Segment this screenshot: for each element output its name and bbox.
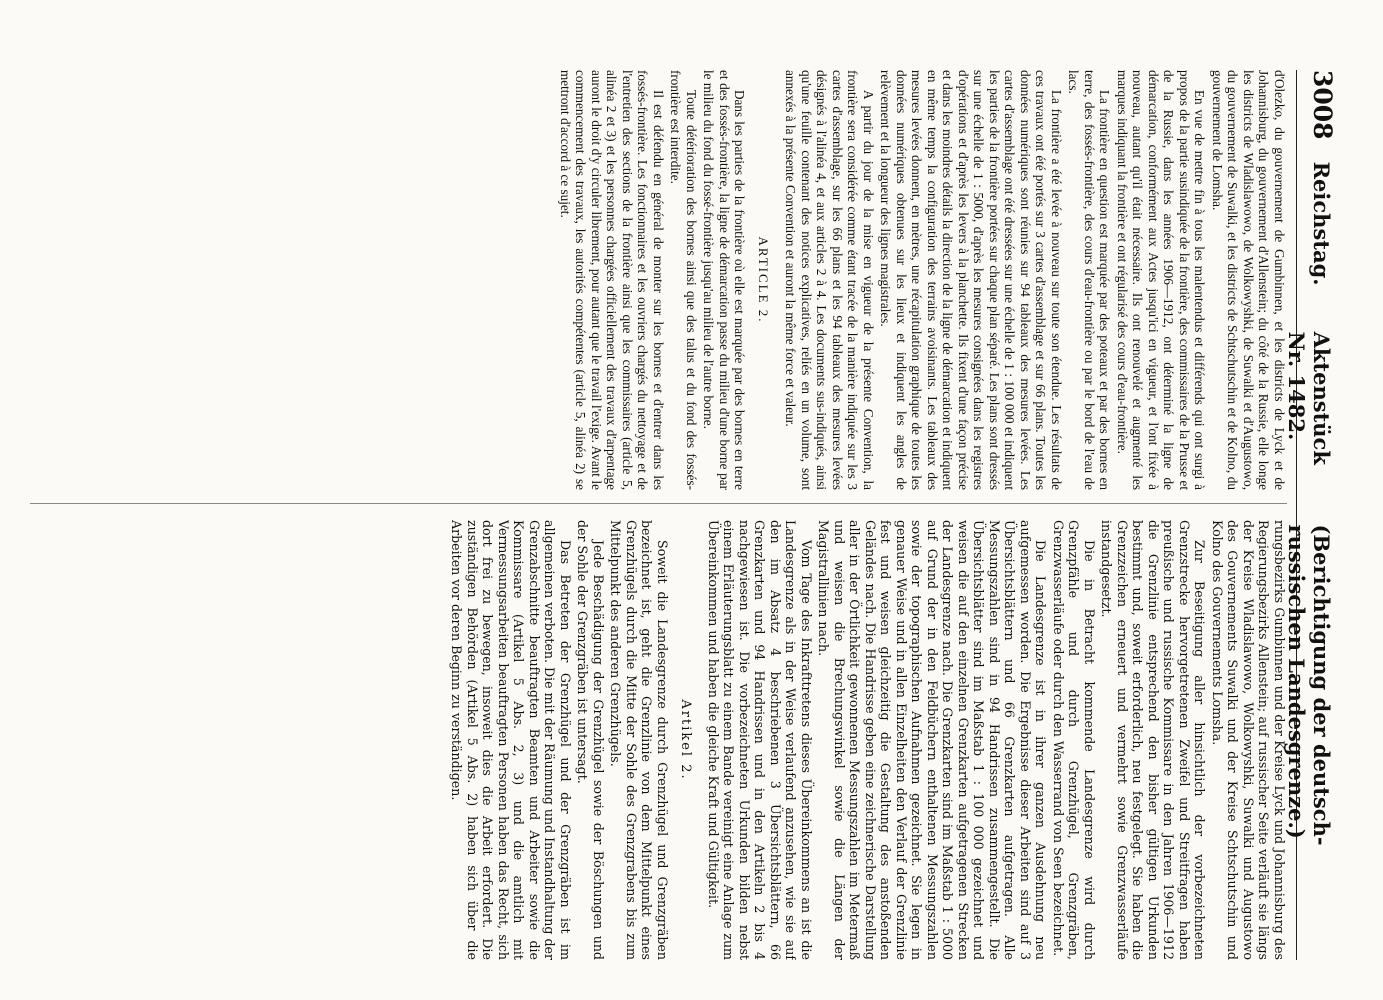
fr-paragraph: A partir du jour de la mise en vigueur de la présente Convention, la frontière sera considérée comme étant tracée de la manière indiquée sur les 3 cartes d'assemblage, sur les 66 plans et les 94 tableaux des mesures levées désignés à l'alinéa 4, et aux articles 2 à 4. Les documents sus-indiqués, ainsi qu'une feuille contenant des notices explicatives, reliés en un volume, sont annexés à la présente Convention et auront la même force et valeur. (783, 70, 876, 490)
de-paragraph: Jede Beschädigung der Grenzhügel sowie der Böschungen und der Sohle der Grenzgräben ist untersagt. (575, 520, 606, 960)
fr-paragraph: Il est défendu en général de monter sur les bornes et d'entrer dans les fossés-frontière. Les fonctionnaires et les ouvriers chargés du nettoyage et de l'entretien des sections de la frontière ainsi que les commissaires (article 5, alinéa 2 et 3) et les personnes chargées officiellement des travaux d'arpentage auront le droit d'y circuler librement, pour autant que le travail l'exige. Avant le commencement des travaux, les autorités compétentes (article 5, alinéa 2) se mettront d'accord à ce sujet. (558, 70, 666, 490)
fr-paragraph: La frontière a été levée à nouveau sur toute son étendue. Les résultats de ces travaux ont été portés sur 3 cartes d'assemblage et sur 66 plans. Toutes les données numériques sont réunies sur 94 tableaux des mesures levées. Les cartes d'assemblage ont été dressées sur une échelle de 1 : 100 000 et indiquent les parties de la frontière portées sur chaque plan séparé. Les plans sont dressés sur une échelle de 1 : 5000, d'après les mesures consignées dans les registres d'opérations et d'après les levers à la planchette. Ils fixent d'une façon précise et dans les moindres détails la direction de la ligne de démarcation et indiquent en même temps la configuration des terrains avoisinants. Les tableaux des mesures levées donnent, en mètres, une récapitulation graphique de toutes les données numériques obtenues sur les lieux et indiquent les angles de relèvement et la longueur des lignes magistrales. (878, 70, 1064, 490)
de-paragraph: Vom Tage des Inkrafttretens dieses Übereinkommens an ist die Landesgrenze als in der Weise verlaufend anzusehen, wie sie auf den im Absatz 4 beschriebenen 3 Übersichtsblättern, 66 Grenzkarten und 94 Handrissen und in den Artikeln 2 bis 4 nachgewiesen ist. Die vorbezeichneten Urkunden bilden nebst einem Erläuterungsblatt zu einem Bande vereinigt eine Anlage zum Übereinkommen und haben die gleiche Kraft und Gültigkeit. (706, 520, 814, 960)
fr-paragraph: En vue de mettre fin à tous les malentendus et différends qui ont surgi à propos de la partie susindiquée de la frontière, des commissaires de la Prusse et de la Russie, dans les années 1906—1912, ont déterminé la ligne de démarcation, conformément aux Actes jusqu'ici en vigueur, et l'ont fixée à nouveau, autant qu'il était nécessaire. Ils ont renouvelé et augmenté les marques indiquant la frontière et ont régularisé des cours d'eau-frontière. (1115, 70, 1208, 490)
de-paragraph: Soweit die Landesgrenze durch Grenzhügel und Grenzgräben bezeichnet ist, geht die Grenzlinie von dem Mittelpunkt eines Grenzhügels durch die Mitte der Sohle des Grenzgrabens bis zum Mittelpunkt des anderen Grenzhügels. (608, 520, 670, 960)
de-paragraph: Zur Beseitigung aller hinsichtlich der vorbezeichneten Grenzstrecke hervorgetretenen Zweifel und Streitfragen haben preußische und russische Kommissare in den Jahren 1906—1912 die Grenzlinie entsprechend den bisher gültigen Urkunden bestimmt und, soweit erforderlich, neu festgelegt. Sie haben die Grenzzeichen erneuert und vermehrt sowie Grenzwasserläufe instandgesetzt. (1099, 520, 1208, 960)
header-subject: (Berichtigung der deutsch-russischen Landesgrenze.) (1284, 524, 1334, 846)
fr-paragraph: Dans les parties de la frontière où elle est marquée par des bornes en terre et des fossés-frontière, la ligne de démarcation passe du milieu d'une borne par le milieu du fond du fossé-frontière jusqu'au milieu de l'autre borne. (701, 70, 748, 490)
french-column (37, 70, 1287, 490)
german-column (37, 520, 1287, 960)
de-paragraph: rungsbezirks Gumbinnen und der Kreise Lyck und Johannisburg des Regierungsbezirks Allenstein; auf russischer Seite verläuft sie längs der Kreise Wladislawowo, Wolkowyshki, Suwalki und Augustowo des Gouvernements Suwalki und der Kreise Schtschutschin und Kolno des Gouvernements Lomsha. (1210, 520, 1287, 960)
de-article-heading: Artikel 2. (678, 699, 694, 781)
header-aktenstueck: Aktenstück Nr. 1482. (1284, 331, 1334, 465)
de-paragraph: Die in Betracht kommende Landesgrenze wird durch Grenzpfähle und durch Grenzhügel, Grenzgräben, Grenzwasserläufe oder durch den Wasserrand von Seen bezeichnet. (1051, 520, 1097, 960)
de-paragraph: Die Landesgrenze ist in ihrer ganzen Ausdehnung neu aufgemessen worden. Die Ergebnisse dieser Arbeiten sind auf 3 Übersichtsblättern und 66 Grenzkarten aufgetragen. Alle Messungszahlen sind in 94 Handrissen zusammengestellt. Die Übersichtsblätter sind im Maßstab 1 : 100 000 gezeichnet und weisen die auf den einzelnen Grenzkarten aufgetragenen Strecken der Landesgrenze nach. Die Grenzkarten sind im Maßstab 1 : 5000 auf Grund der in den Feldbüchern enthaltenen Messungszahlen sowie der topographischen Aufnahmen gezeichnet. Sie legen in genauer Weise und in allen Einzelheiten den Verlauf der Grenzlinie fest und weisen gleichzeitig die Gestaltung des anstoßenden Geländes nach. Die Handrisse geben eine zeichnerische Darstellung aller in der Örtlichkeit gewonnenen Messungszahlen im Metermaß und weisen die Brechungswinkel sowie die Längen der Magistrallinien nach. (816, 520, 1049, 960)
de-paragraph: Das Betreten der Grenzhügel und der Grenzgräben ist im allgemeinen verboten. Die mit der Räumung und Instandhaltung der Grenzabschnitte beauftragten Beamten und Arbeiter sowie die Kommissare (Artikel 5 Abs. 2, 3) und die amtlich mit Vermessungsarbeiten beauftragten Personen haben das Recht, sich dort frei zu bewegen, insoweit dies die Arbeit erfordert. Die zuständigen Behörden (Artikel 5 Abs. 2) haben sich über die Arbeiten vor deren Beginn zu verständigen. (449, 520, 573, 960)
fr-paragraph: d'Olezko, du gouvernement de Gumbinnen, et les districts de Lyck et de Johannisburg, du gouvernement d'Allenstein; du côté de la Russie, elle longe les districts de Wladislawowo, de Wolkowyshki, de Suwalki et d'Augustowo, du gouvernement de Suwalki, et les districts de Schtschutschin et de Kolno, du gouvernement de Lomsha. (1210, 70, 1287, 490)
column-divider (30, 503, 1287, 504)
page-header (1284, 70, 1337, 960)
fr-article-heading: ARTICLE 2. (756, 236, 771, 324)
fr-paragraph: Toute détérioration des bornes ainsi que des talus et du fond des fossés-frontière est interdite. (668, 70, 699, 490)
page-number: 3008 (1308, 70, 1337, 140)
header-reichstag: Reichstag. (1309, 161, 1334, 286)
fr-paragraph: La frontière en question est marquée par des poteaux et par des bornes en terre, des fossés-frontière, des cours d'eau-frontière ou par le bord de l'eau de lacs. (1066, 70, 1113, 490)
